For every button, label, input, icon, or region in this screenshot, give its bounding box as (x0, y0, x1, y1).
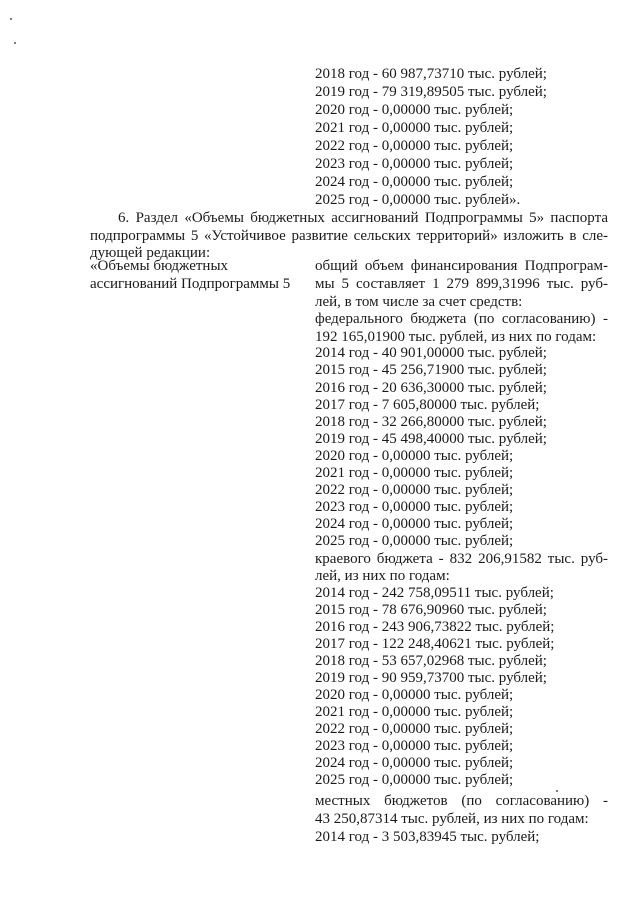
list-item: 2014 год - 40 901,00000 тыс. рублей; (315, 345, 547, 361)
list-item: 2025 год - 0,00000 тыс. рублей; (315, 772, 514, 788)
list-item: 2017 год - 7 605,80000 тыс. рублей; (315, 397, 540, 413)
list-item: 2016 год - 20 636,30000 тыс. рублей; (315, 380, 547, 396)
list-item: 2015 год - 45 256,71900 тыс. рублей; (315, 362, 547, 378)
scan-speck (10, 18, 12, 20)
paragraph-line: дующей редакции: (90, 245, 211, 261)
scan-speck (14, 42, 16, 44)
list-item: 2015 год - 78 676,90960 тыс. рублей; (315, 602, 547, 618)
list-item: 2025 год - 0,00000 тыс. рублей; (315, 533, 514, 549)
list-item: 2018 год - 60 987,73710 тыс. рублей; (315, 66, 547, 82)
local-header-line: 43 250,87314 тыс. рублей, из них по годам: (315, 811, 589, 827)
list-item: 2022 год - 0,00000 тыс. рублей; (315, 482, 514, 498)
list-item: 2020 год - 0,00000 тыс. рублей; (315, 448, 514, 464)
list-item: 2020 год - 0,00000 тыс. рублей; (315, 102, 514, 118)
paragraph-line: подпрограммы 5 «Устойчивое развитие сельских территорий» изложить в сле- (90, 228, 608, 244)
list-item: 2014 год - 3 503,83945 тыс. рублей; (315, 829, 540, 845)
list-item: 2023 год - 0,00000 тыс. рублей; (315, 738, 514, 754)
list-item: 2023 год - 0,00000 тыс. рублей; (315, 156, 514, 172)
regional-header-line: лей, из них по годам: (315, 568, 450, 584)
list-item: 2021 год - 0,00000 тыс. рублей; (315, 120, 514, 136)
list-item: 2019 год - 79 319,89505 тыс. рублей; (315, 84, 547, 100)
intro-line: мы 5 составляет 1 279 899,31996 тыс. руб- (315, 276, 608, 292)
list-item: 2022 год - 0,00000 тыс. рублей; (315, 138, 514, 154)
list-item: 2018 год - 53 657,02968 тыс. рублей; (315, 653, 547, 669)
intro-line: общий объем финансирования Подпрограм- (315, 258, 608, 274)
list-item: 2022 год - 0,00000 тыс. рублей; (315, 721, 514, 737)
list-item: 2020 год - 0,00000 тыс. рублей; (315, 687, 514, 703)
list-item: 2021 год - 0,00000 тыс. рублей; (315, 465, 514, 481)
regional-header-line: краевого бюджета - 832 206,91582 тыс. руб- (315, 551, 608, 567)
list-item: 2019 год - 45 498,40000 тыс. рублей; (315, 431, 547, 447)
list-item: 2014 год - 242 758,09511 тыс. рублей; (315, 585, 554, 601)
list-item: 2024 год - 0,00000 тыс. рублей; (315, 755, 514, 771)
list-item: 2019 год - 90 959,73700 тыс. рублей; (315, 670, 547, 686)
label-line: ассигнований Подпрограммы 5 (90, 276, 291, 292)
list-item: 2018 год - 32 266,80000 тыс. рублей; (315, 414, 547, 430)
list-item: 2023 год - 0,00000 тыс. рублей; (315, 499, 514, 515)
list-item: 2025 год - 0,00000 тыс. рублей». (315, 192, 521, 208)
list-item: 2017 год - 122 248,40621 тыс. рублей; (315, 636, 555, 652)
local-header-line: местных бюджетов (по согласованию) - (315, 793, 608, 809)
intro-line: лей, в том числе за счет средств: (315, 294, 523, 310)
scan-speck (556, 790, 558, 792)
intro-line: 192 165,01900 тыс. рублей, из них по годам: (315, 329, 597, 345)
list-item: 2024 год - 0,00000 тыс. рублей; (315, 174, 514, 190)
list-item: 2016 год - 243 906,73822 тыс. рублей; (315, 619, 555, 635)
list-item: 2021 год - 0,00000 тыс. рублей; (315, 704, 514, 720)
list-item: 2024 год - 0,00000 тыс. рублей; (315, 516, 514, 532)
intro-line: федерального бюджета (по согласованию) - (315, 311, 608, 327)
label-line: «Объемы бюджетных (90, 258, 229, 274)
paragraph-line: 6. Раздел «Объемы бюджетных ассигнований Подпрограммы 5» паспорта (118, 210, 608, 226)
